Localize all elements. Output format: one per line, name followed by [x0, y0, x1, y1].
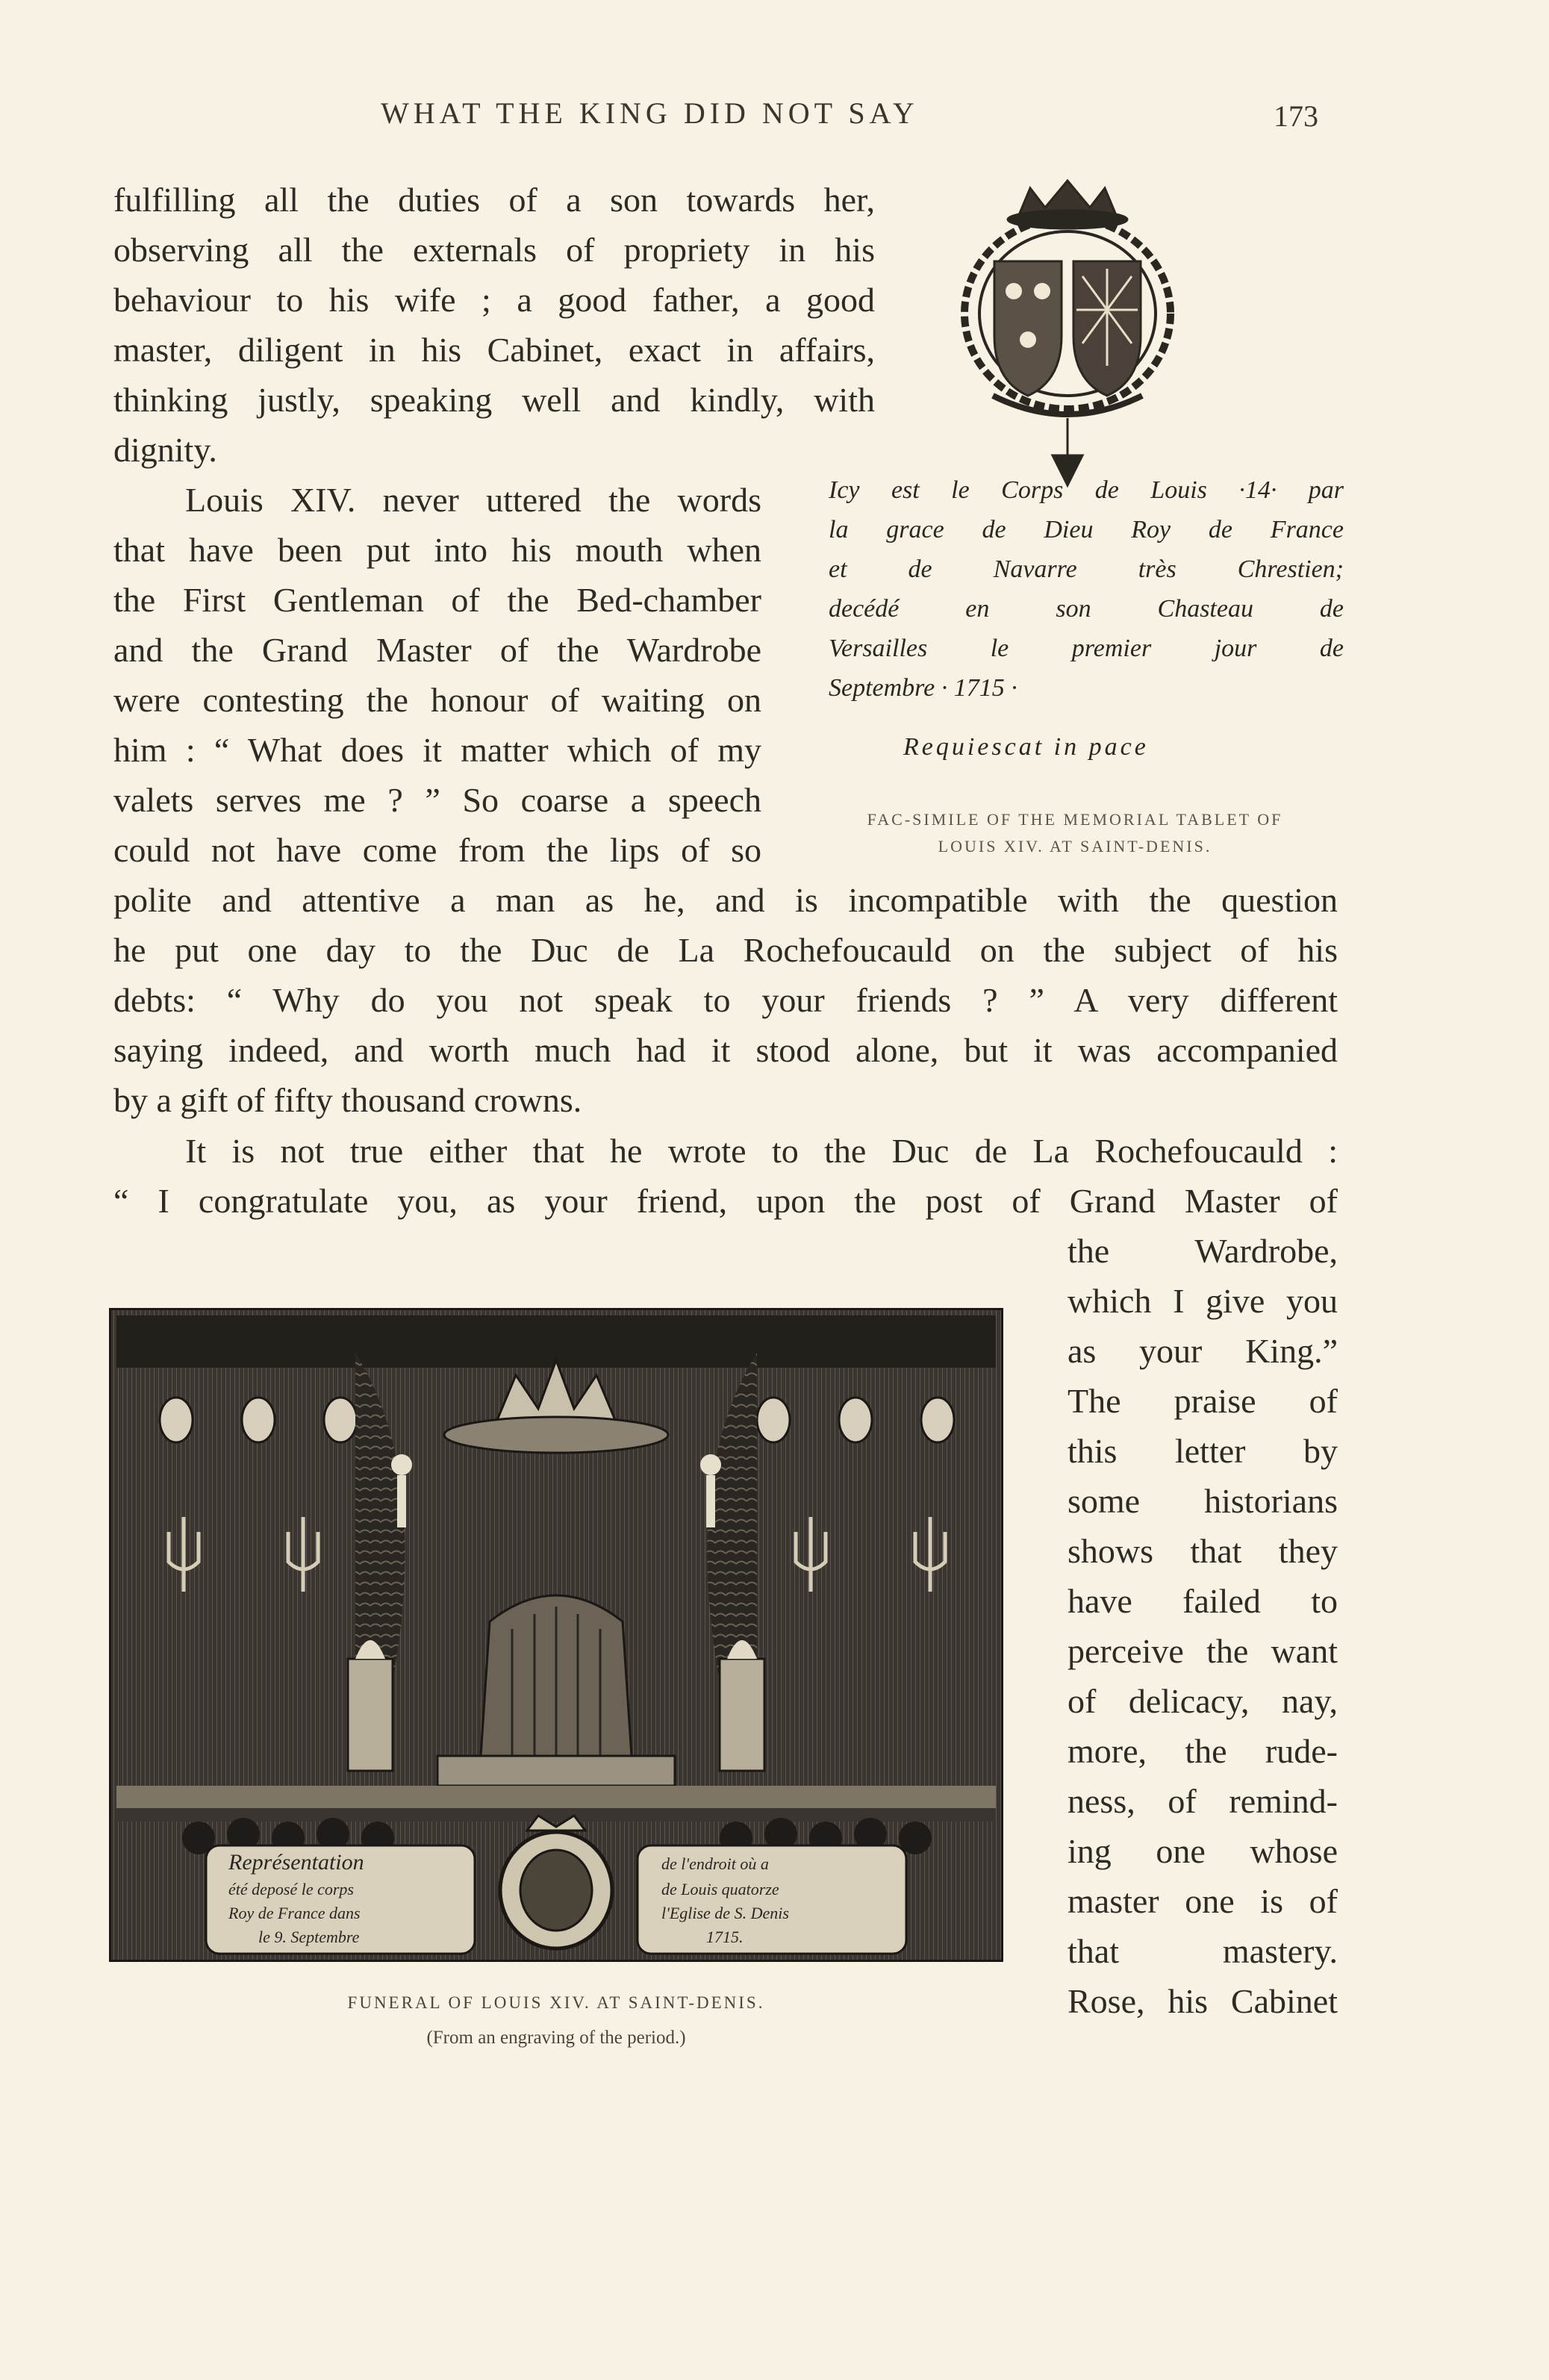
text-line: behaviour to his wife ; a good father, a good [113, 281, 875, 319]
funeral-caption-title: FUNERAL OF LOUIS XIV. AT SAINT-DENIS. [347, 1993, 765, 2012]
cartouche-left-line: Représentation [228, 1850, 364, 1875]
text-line: have failed to [1068, 1582, 1338, 1620]
text-line: more, the rude- [1068, 1732, 1338, 1770]
text-line: dignity. [113, 431, 217, 469]
memorial-tablet-figure [806, 172, 1344, 866]
text-line: he put one day to the Duc de La Rochefoucauld on the subject of his [113, 931, 1338, 969]
text-line: the Wardrobe, [1068, 1232, 1338, 1270]
text-line: master, diligent in his Cabinet, exact in affairs, [113, 331, 875, 369]
text-line: that have been put into his mouth when [113, 531, 761, 569]
caption-line: LOUIS XIV. AT SAINT-DENIS. [938, 837, 1212, 856]
royal-arms-icon [948, 172, 1187, 493]
requiescat-line: Requiescat in pace [903, 733, 1149, 761]
text-line: saying indeed, and worth much had it stood alone, but it was accompanied [113, 1031, 1338, 1069]
cartouche-right-line: 1715. [706, 1928, 744, 1946]
text-line: by a gift of fifty thousand crowns. [113, 1081, 582, 1119]
paragraph-1 [113, 175, 875, 475]
text-line: valets serves me ? ” So coarse a speech [113, 781, 761, 819]
funeral-engraving [109, 1308, 1003, 1962]
text-line: the First Gentleman of the Bed-chamber [113, 581, 761, 619]
cartouche-left-line: été deposé le corps [228, 1880, 354, 1898]
running-title: WHAT THE KING DID NOT SAY [381, 96, 919, 130]
tablet-inscription [829, 470, 1344, 708]
text-line: Rose, his Cabinet [1068, 1982, 1338, 2020]
cartouche-right-line: l'Eglise de S. Denis [661, 1904, 789, 1922]
page-number: 173 [1274, 99, 1318, 133]
text-line: ing one whose [1068, 1832, 1338, 1870]
text-line: thinking justly, speaking well and kindly, with [113, 381, 875, 419]
tablet-caption [806, 806, 1344, 860]
inscription-line: Icy est le Corps de Louis ·14· par [829, 476, 1344, 504]
caption-line: FAC-SIMILE OF THE MEMORIAL TABLET OF [867, 810, 1283, 829]
paragraph-2-full [113, 875, 1338, 1125]
funeral-caption-subtitle: (From an engraving of the period.) [426, 2028, 686, 2048]
text-line: ness, of remind- [1068, 1782, 1338, 1820]
inscription-line: et de Navarre très Chrestien; [829, 555, 1344, 583]
running-head [0, 96, 1549, 140]
cartouche-right-line: de l'endroit où a [661, 1854, 769, 1873]
inscription-line: Versailles le premier jour de [829, 635, 1344, 662]
text-line: polite and attentive a man as he, and is incompatible with the question [113, 881, 1338, 919]
inscription-line: decédé en son Chasteau de [829, 595, 1344, 623]
text-line: debts: “ Why do you not speak to your friends ? ” A very different [113, 981, 1338, 1019]
text-line: master one is of [1068, 1882, 1338, 1920]
text-line: him : “ What does it matter which of my [113, 731, 761, 769]
text-line: shows that they [1068, 1532, 1338, 1570]
text-line: could not have come from the lips of so [113, 831, 761, 869]
text-line: which I give you [1068, 1282, 1338, 1320]
cartouche-left-line: le 9. Septembre [258, 1928, 360, 1946]
inscription-line: Septembre · 1715 · [829, 674, 1017, 702]
paragraph-2-narrow [113, 475, 761, 875]
text-line: as your King.” [1068, 1332, 1338, 1370]
cartouche-left-line: Roy de France dans [228, 1904, 361, 1922]
paragraph-3-full [113, 1126, 1338, 1226]
text-line: observing all the externals of propriety in his [113, 231, 875, 269]
text-line: It is not true either that he wrote to the Duc de La Rochefoucauld : [185, 1132, 1338, 1170]
cartouche-right-line: de Louis quatorze [661, 1880, 779, 1898]
funeral-caption [109, 1993, 1003, 2049]
inscription-line: la grace de Dieu Roy de France [829, 516, 1344, 543]
text-line: The praise of [1068, 1382, 1338, 1420]
text-line: were contesting the honour of waiting on [113, 681, 761, 719]
text-line: Louis XIV. never uttered the words [185, 481, 761, 519]
text-line: that mastery. [1068, 1932, 1338, 1970]
paragraph-3-narrow [1068, 1226, 1338, 2026]
text-line: and the Grand Master of the Wardrobe [113, 631, 761, 669]
text-line: perceive the want [1068, 1632, 1338, 1670]
text-line: fulfilling all the duties of a son towards her, [113, 181, 875, 219]
text-line: some historians [1068, 1482, 1338, 1520]
text-line: of delicacy, nay, [1068, 1682, 1338, 1720]
text-line: this letter by [1068, 1432, 1338, 1470]
text-line: “ I congratulate you, as your friend, upon the post of Grand Master of [113, 1182, 1338, 1220]
